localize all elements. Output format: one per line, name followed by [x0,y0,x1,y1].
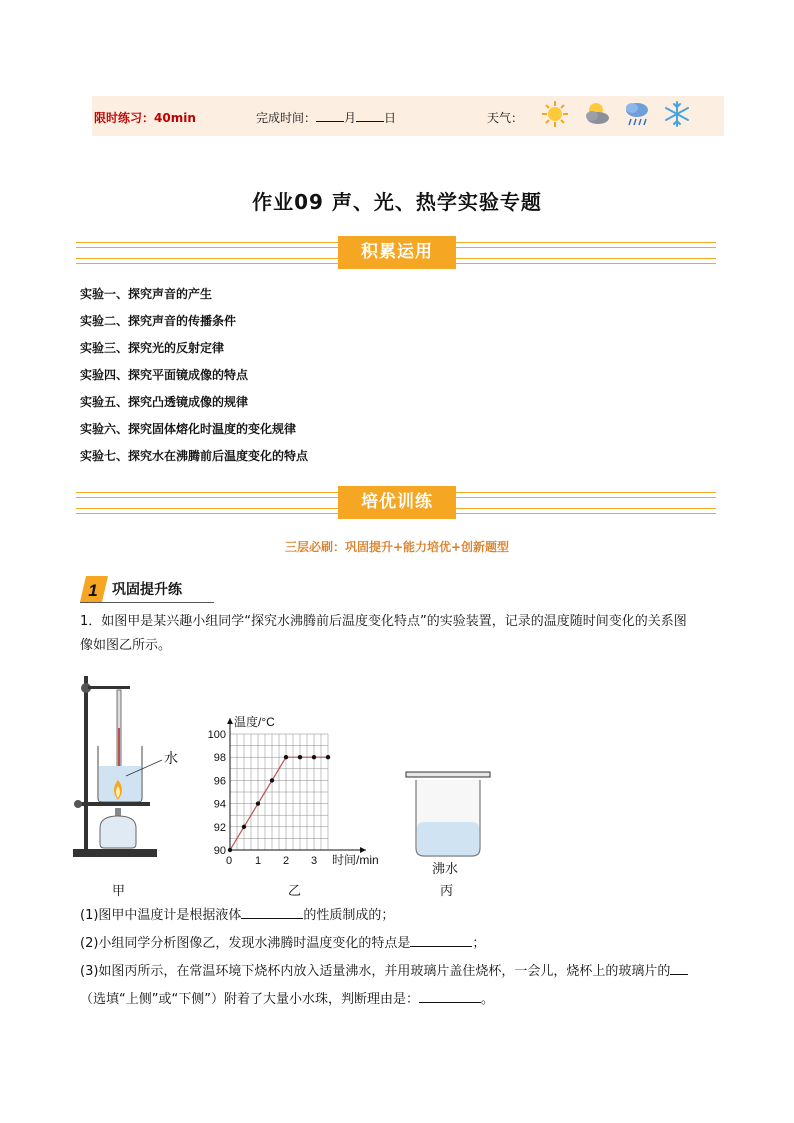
figure-a-caption: 甲 [112,884,126,899]
q2-text-end: ； [472,936,486,951]
glass-plate [406,772,490,777]
x-tick-label: 3 [310,855,318,867]
data-point [256,801,260,805]
day-label: 日 [384,111,397,125]
boiling-water [417,822,479,855]
q2-text: (2)小组同学分析图像乙，发现水沸腾时温度变化的特点是 [80,936,411,951]
water-label: 水 [164,751,178,767]
experiment-item: 实验四、探究平面镜成像的特点 [80,368,249,382]
question-intro-line: 像如图乙所示。 [80,638,172,653]
figure-c-caption: 丙 [440,884,454,899]
month-blank[interactable] [316,111,344,122]
section-subtitle: 三层必刷：巩固提升+能力培优+创新题型 [284,540,510,554]
figure-c-covered-beaker [404,768,496,860]
figure-a-apparatus [70,668,180,868]
data-point [284,755,288,759]
section-banner-training [76,486,716,520]
subsection-number: 1 [88,581,98,600]
x-tick-label: 0 [225,855,233,867]
y-tick-label: 96 [213,775,226,788]
boiling-water-label: 沸水 [432,862,459,877]
q3-text: (3)如图丙所示，在常温环境下烧杯内放入适量沸水，并用玻璃片盖住烧杯，一会儿，烧杯上的玻璃片的 [80,964,671,979]
weather-label: 天气： [487,111,524,125]
section-badge: 积累运用 [338,236,456,269]
subsection-number-badge [80,576,108,602]
answer-blank[interactable] [670,962,688,975]
data-point [298,755,302,759]
section-banner-accumulate [76,236,716,270]
sub-question-3 [80,960,740,1012]
sub-question-1 [80,904,730,928]
y-tick-label: 90 [213,845,226,857]
q3-text-end: 。 [480,992,494,1007]
y-tick-label: 100 [207,729,226,741]
sun-icon [540,99,570,129]
sub-question-2 [80,932,730,956]
y-tick-label: 98 [213,752,226,765]
y-tick-label: 92 [213,821,226,834]
experiment-item: 实验七、探究水在沸腾前后温度变化的特点 [80,449,309,463]
answer-blank[interactable] [419,990,481,1003]
subsection-underline [80,602,214,603]
x-tick-label: 1 [254,855,262,867]
y-tick-label: 94 [213,798,226,811]
data-point [326,755,330,759]
y-axis-label: 温度/°C [234,715,275,729]
data-point [270,778,274,782]
data-point [312,755,316,759]
question-intro [80,610,730,658]
finish-time-label [256,109,396,126]
finish-time-text: 完成时间： [256,111,317,125]
answer-blank[interactable] [241,906,303,919]
header-bar [92,96,724,136]
answer-blank[interactable] [410,934,472,947]
month-label: 月 [344,111,357,125]
alcohol-lamp [100,816,136,848]
wire-gauze [78,802,150,806]
page-title: 作业09 声、光、热学实验专题 [252,190,542,214]
q1-text-end: 的性质制成的； [303,908,395,923]
x-tick-label: 2 [282,855,290,867]
x-axis-label: 时间/min [332,853,379,867]
stand-rod [84,676,88,851]
day-blank[interactable] [356,111,384,122]
data-point [228,848,232,852]
data-point [242,825,246,829]
question-intro-line: 1．如图甲是某兴趣小组同学“探究水沸腾前后温度变化特点”的实验装置，记录的温度随时间变化的关系图 [80,614,687,629]
q1-text: (1)图甲中温度计是根据液体 [80,908,242,923]
experiment-item: 实验二、探究声音的传播条件 [80,314,237,328]
temperature-time-chart [198,706,394,870]
figure-b-caption: 乙 [288,884,302,899]
experiment-item: 实验六、探究固体熔化时温度的变化规律 [80,422,297,436]
time-limit-label: 限时练习：40min [94,111,196,125]
partly-cloudy-icon [582,99,612,129]
experiment-item: 实验三、探究光的反射定律 [80,341,225,355]
q3-text-line2: （选填“上侧”或“下侧”）附着了大量小水珠，判断理由是： [80,992,419,1007]
experiment-item: 实验一、探究声音的产生 [80,287,213,301]
section-badge: 培优训练 [338,486,456,519]
subsection-title: 巩固提升练 [112,582,182,598]
y-axis-arrow [227,718,233,724]
rain-icon [622,99,652,129]
snow-icon [662,99,692,129]
experiment-item: 实验五、探究凸透镜成像的规律 [80,395,249,409]
